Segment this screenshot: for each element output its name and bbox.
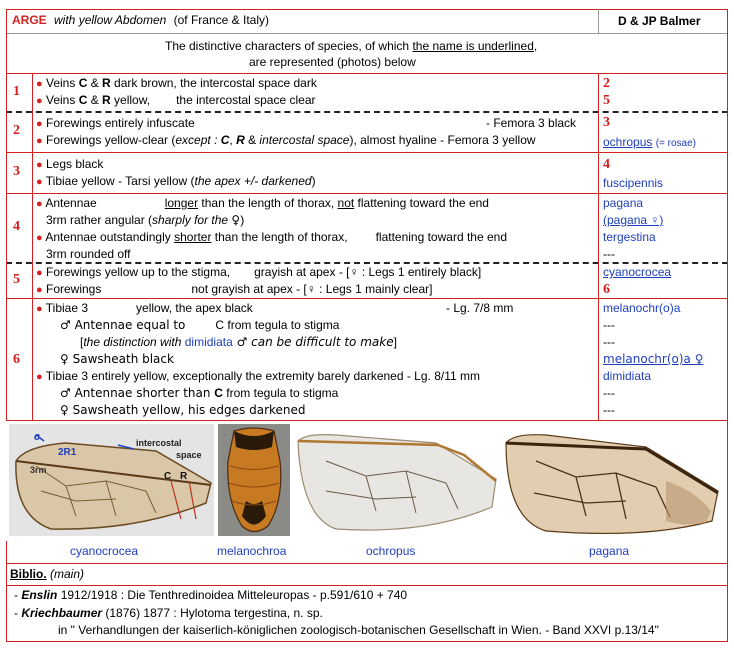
label-R: R xyxy=(180,471,188,482)
abdomen-photo-melanochroa xyxy=(218,424,290,536)
row-6-couplet-a-length: - Lg. 7/8 mm xyxy=(446,301,514,315)
caption-cyanocrocea: cyanocrocea xyxy=(70,544,139,558)
row-5-ref-a[interactable]: cyanocrocea xyxy=(603,265,672,279)
row-3-couplet-b: ● Tibiae yellow - Tarsi yellow (the apex +/- darkened) xyxy=(36,174,316,188)
row-6-male-antennae: ♂ Antennae equal to C from tegula to stigma xyxy=(60,318,340,332)
row-3-couplet-a: ● Legs black xyxy=(36,157,104,171)
row-4-ref-b[interactable]: tergestina xyxy=(603,230,656,244)
row-4-ref-a2[interactable]: (pagana ♀) xyxy=(603,213,664,227)
header-region: (of France & Italy) xyxy=(173,13,270,27)
row-6-ref-6: --- xyxy=(603,386,615,400)
label-3rm: 3rm xyxy=(30,465,47,475)
row-3-number: 3 xyxy=(13,164,20,179)
row-6-ref-7: --- xyxy=(603,403,615,417)
row-6-female-sawsheath-yellow: ♀ Sawsheath yellow, his edges darkened xyxy=(60,403,306,417)
row-3-ref-b[interactable]: fuscipennis xyxy=(603,176,664,190)
row-5-couplet-a: ● Forewings yellow up to the stigma, grayish at apex - [♀ : Legs 1 entirely black] xyxy=(36,265,482,279)
row-2-couplet-b: ● Forewings yellow-clear (except : C, R & intercostal space), almost hyaline - Femora 3 yellow xyxy=(36,133,536,147)
row-6-ref-5[interactable]: dimidiata xyxy=(603,369,652,383)
wing-photo-pagana xyxy=(503,424,723,536)
row-2-ref-b[interactable]: ochropus (= rosae) xyxy=(603,135,697,149)
label-c: c xyxy=(34,431,41,443)
intro-line-2: are represented (photos) below xyxy=(249,55,416,69)
caption-pagana: pagana xyxy=(589,544,630,558)
row-6-ref-1[interactable]: melanochr(o)a xyxy=(603,301,681,315)
row-2-couplet-a: ● Forewings entirely infuscate xyxy=(36,116,195,130)
row-6-ref-2: --- xyxy=(603,318,615,332)
biblio-enslin: - Enslin 1912/1918 : Die Tenthredinoidea Mitteleuropas - p.591/610 + 740 xyxy=(14,588,408,602)
intro-line-1: The distinctive characters of species, of which the name is underlined, xyxy=(165,39,538,53)
genus-name: ARGE xyxy=(12,13,47,27)
row-5-couplet-b: ● Forewings not grayish at apex - [♀ : Legs 1 mainly clear] xyxy=(36,282,433,296)
row-4-couplet-b-line2: 3rm rounded off xyxy=(46,247,131,261)
intro-underlined: the name is underlined xyxy=(412,39,534,53)
row-6-couplet-b: ● Tibiae 3 entirely yellow, exceptionally the extremity barely darkened - Lg. 8/11 mm xyxy=(36,369,480,383)
row-4-number: 4 xyxy=(13,219,20,234)
row-6-ref-3: --- xyxy=(603,335,615,349)
row-4-ref-a[interactable]: pagana xyxy=(603,196,644,210)
row-4-couplet-a: ● Antennae longer than the length of thorax, not flattening toward the end xyxy=(36,196,489,210)
row-1-couplet-a: ● Veins C & R dark brown, the intercostal space dark xyxy=(36,76,317,90)
photo-strip xyxy=(6,421,727,541)
row-5-ref-b[interactable]: 6 xyxy=(603,282,610,297)
row-6-female-sawsheath-black: ♀ Sawsheath black xyxy=(60,352,174,366)
row-6-male-antennae-shorter: ♂ Antennae shorter than C from tegula to stigma xyxy=(60,386,339,400)
header-authors: D & JP Balmer xyxy=(618,14,701,28)
row-6-number: 6 xyxy=(13,352,20,367)
label-2r1: 2R1 xyxy=(58,447,77,458)
row-3-ref-a[interactable]: 4 xyxy=(603,157,610,172)
row-1-ref-b[interactable]: 5 xyxy=(603,93,610,108)
caption-melanochroa: melanochroa xyxy=(217,544,287,558)
biblio-kriechbaumer-source: in " Verhandlungen der kaiserlich-königlichen zoologisch-botanischen Gesellschaft in Wien. - Band XXVI p.13/14" xyxy=(58,623,659,637)
species-link-ochropus[interactable]: ochropus xyxy=(603,135,653,149)
row-2-ref-a[interactable]: 3 xyxy=(603,115,610,130)
row-1-couplet-b: ● Veins C & R yellow, the intercostal space clear xyxy=(36,93,316,107)
caption-ochropus: ochropus xyxy=(366,544,416,558)
row-4-couplet-a-line2: 3rm rather angular (sharply for the ♀) xyxy=(46,213,245,227)
row-1-ref-a[interactable]: 2 xyxy=(603,76,610,91)
wing-photo-ochropus xyxy=(294,424,499,536)
row-1-number: 1 xyxy=(13,84,20,99)
label-intercostal: intercostal xyxy=(136,438,182,448)
row-4-couplet-b: ● Antennae outstandingly shorter than the length of thorax, flattening toward the end xyxy=(36,230,507,244)
label-C: C xyxy=(164,471,172,482)
label-space: space xyxy=(176,450,202,460)
row-2-couplet-a-femora: - Femora 3 black xyxy=(486,116,577,130)
row-6-couplet-a: ● Tibiae 3 yellow, the apex black xyxy=(36,301,253,315)
row-6-distinction-note: [the distinction with dimidiata ♂ can be difficult to make] xyxy=(80,335,397,349)
header-subtitle: with yellow Abdomen xyxy=(54,13,167,27)
biblio-heading: Biblio. (main) xyxy=(10,567,85,581)
biblio-kriechbaumer: - Kriechbaumer (1876) 1877 : Hylotoma tergestina, n. sp. xyxy=(14,606,323,620)
row-4-ref-b2: --- xyxy=(603,247,615,261)
wing-photo-cyanocrocea xyxy=(9,424,214,536)
header-title xyxy=(12,13,269,27)
row-6-ref-4[interactable]: melanochr(o)a ♀ xyxy=(603,352,704,366)
row-2-number: 2 xyxy=(13,123,20,138)
row-5-number: 5 xyxy=(13,272,20,287)
